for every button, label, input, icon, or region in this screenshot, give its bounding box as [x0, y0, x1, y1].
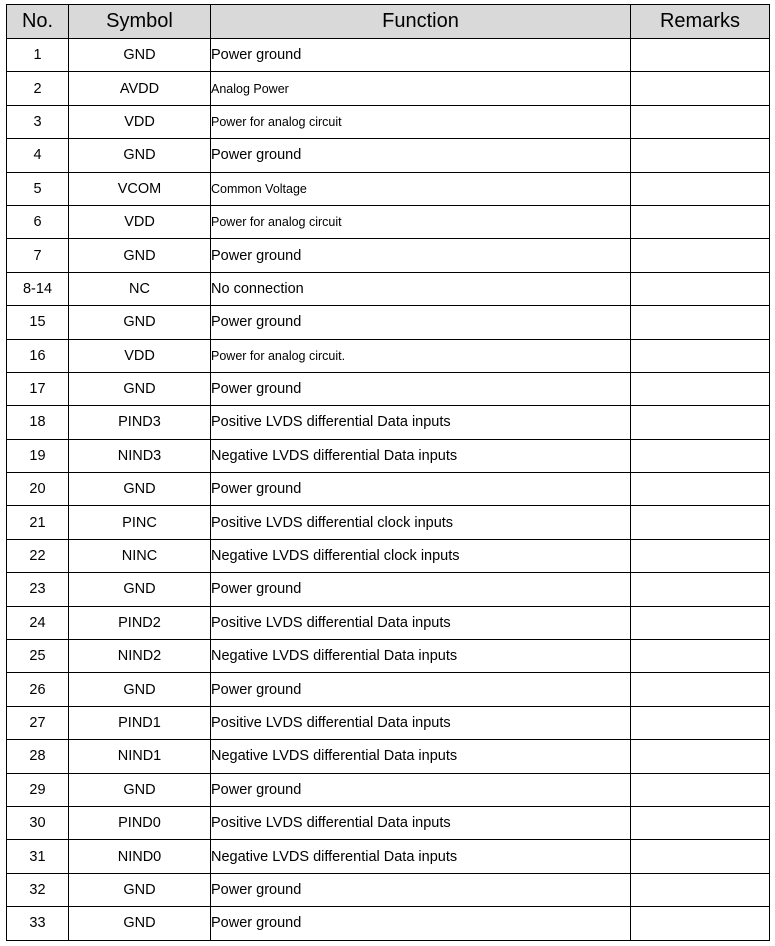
table-row	[7, 39, 770, 72]
cell-pin-number: 26	[7, 673, 69, 706]
cell-pin-number: 32	[7, 873, 69, 906]
cell-symbol: NINC	[69, 539, 211, 572]
table-header	[7, 5, 770, 39]
table-row	[7, 840, 770, 873]
cell-remarks	[631, 339, 770, 372]
table-row	[7, 806, 770, 839]
table-row	[7, 606, 770, 639]
table-body	[7, 39, 770, 941]
table-row	[7, 72, 770, 105]
table-row	[7, 640, 770, 673]
column-header-no: No.	[7, 5, 69, 39]
cell-symbol: NIND3	[69, 439, 211, 472]
table-row	[7, 239, 770, 272]
cell-function: Power for analog circuit.	[211, 339, 631, 372]
cell-function: Power for analog circuit	[211, 105, 631, 138]
cell-function: Negative LVDS differential Data inputs	[211, 840, 631, 873]
table-row	[7, 306, 770, 339]
cell-function: Positive LVDS differential Data inputs	[211, 706, 631, 739]
cell-pin-number: 30	[7, 806, 69, 839]
cell-symbol: PIND3	[69, 406, 211, 439]
cell-symbol: GND	[69, 306, 211, 339]
cell-symbol: VCOM	[69, 172, 211, 205]
table-row	[7, 339, 770, 372]
pin-assignment-table	[6, 4, 770, 941]
table-row	[7, 272, 770, 305]
cell-remarks	[631, 840, 770, 873]
cell-function: Power ground	[211, 306, 631, 339]
cell-remarks	[631, 539, 770, 572]
cell-symbol: GND	[69, 873, 211, 906]
cell-pin-number: 6	[7, 205, 69, 238]
table-row	[7, 439, 770, 472]
cell-function: Positive LVDS differential Data inputs	[211, 406, 631, 439]
cell-symbol: NC	[69, 272, 211, 305]
cell-symbol: GND	[69, 907, 211, 940]
cell-function: Negative LVDS differential Data inputs	[211, 740, 631, 773]
cell-function: Negative LVDS differential Data inputs	[211, 640, 631, 673]
cell-pin-number: 29	[7, 773, 69, 806]
cell-remarks	[631, 172, 770, 205]
cell-remarks	[631, 806, 770, 839]
table-row	[7, 873, 770, 906]
table-row	[7, 573, 770, 606]
table-row	[7, 372, 770, 405]
cell-pin-number: 31	[7, 840, 69, 873]
cell-pin-number: 19	[7, 439, 69, 472]
table-row	[7, 406, 770, 439]
cell-pin-number: 8-14	[7, 272, 69, 305]
cell-remarks	[631, 139, 770, 172]
cell-function: Power ground	[211, 873, 631, 906]
cell-function: Power ground	[211, 139, 631, 172]
cell-pin-number: 3	[7, 105, 69, 138]
cell-remarks	[631, 439, 770, 472]
table-row	[7, 740, 770, 773]
cell-pin-number: 18	[7, 406, 69, 439]
cell-function: Power for analog circuit	[211, 205, 631, 238]
table-header-row	[7, 5, 770, 39]
cell-function: Power ground	[211, 372, 631, 405]
table-row	[7, 139, 770, 172]
cell-remarks	[631, 105, 770, 138]
cell-function: Negative LVDS differential Data inputs	[211, 439, 631, 472]
cell-pin-number: 4	[7, 139, 69, 172]
cell-function: Power ground	[211, 673, 631, 706]
cell-symbol: GND	[69, 239, 211, 272]
cell-pin-number: 25	[7, 640, 69, 673]
cell-remarks	[631, 606, 770, 639]
cell-remarks	[631, 573, 770, 606]
cell-symbol: GND	[69, 673, 211, 706]
cell-symbol: VDD	[69, 105, 211, 138]
cell-remarks	[631, 39, 770, 72]
cell-pin-number: 22	[7, 539, 69, 572]
cell-remarks	[631, 706, 770, 739]
cell-symbol: GND	[69, 573, 211, 606]
cell-symbol: PIND0	[69, 806, 211, 839]
cell-symbol: NIND0	[69, 840, 211, 873]
table-row	[7, 907, 770, 940]
cell-symbol: GND	[69, 372, 211, 405]
cell-pin-number: 7	[7, 239, 69, 272]
cell-function: Common Voltage	[211, 172, 631, 205]
cell-symbol: AVDD	[69, 72, 211, 105]
cell-remarks	[631, 907, 770, 940]
cell-symbol: PINC	[69, 506, 211, 539]
cell-remarks	[631, 239, 770, 272]
cell-symbol: PIND1	[69, 706, 211, 739]
cell-remarks	[631, 473, 770, 506]
cell-remarks	[631, 272, 770, 305]
cell-function: Power ground	[211, 473, 631, 506]
cell-symbol: GND	[69, 139, 211, 172]
cell-remarks	[631, 740, 770, 773]
cell-pin-number: 15	[7, 306, 69, 339]
cell-function: Negative LVDS differential clock inputs	[211, 539, 631, 572]
cell-symbol: NIND2	[69, 640, 211, 673]
cell-remarks	[631, 406, 770, 439]
cell-remarks	[631, 506, 770, 539]
table-row	[7, 473, 770, 506]
cell-remarks	[631, 640, 770, 673]
cell-function: Analog Power	[211, 72, 631, 105]
column-header-symbol: Symbol	[69, 5, 211, 39]
table-row	[7, 105, 770, 138]
cell-symbol: GND	[69, 39, 211, 72]
cell-pin-number: 2	[7, 72, 69, 105]
table-row	[7, 706, 770, 739]
cell-function: Power ground	[211, 39, 631, 72]
cell-remarks	[631, 773, 770, 806]
cell-function: Power ground	[211, 907, 631, 940]
table-row	[7, 539, 770, 572]
cell-function: Power ground	[211, 239, 631, 272]
cell-function: Power ground	[211, 573, 631, 606]
cell-remarks	[631, 372, 770, 405]
cell-pin-number: 33	[7, 907, 69, 940]
cell-pin-number: 1	[7, 39, 69, 72]
cell-function: Positive LVDS differential Data inputs	[211, 806, 631, 839]
cell-symbol: VDD	[69, 205, 211, 238]
cell-pin-number: 16	[7, 339, 69, 372]
column-header-remarks: Remarks	[631, 5, 770, 39]
table-row	[7, 773, 770, 806]
cell-function: Positive LVDS differential Data inputs	[211, 606, 631, 639]
cell-symbol: GND	[69, 773, 211, 806]
cell-symbol: VDD	[69, 339, 211, 372]
cell-pin-number: 17	[7, 372, 69, 405]
cell-function: Positive LVDS differential clock inputs	[211, 506, 631, 539]
cell-pin-number: 21	[7, 506, 69, 539]
cell-remarks	[631, 205, 770, 238]
cell-pin-number: 5	[7, 172, 69, 205]
cell-pin-number: 20	[7, 473, 69, 506]
column-header-function: Function	[211, 5, 631, 39]
cell-symbol: GND	[69, 473, 211, 506]
cell-pin-number: 24	[7, 606, 69, 639]
cell-pin-number: 28	[7, 740, 69, 773]
cell-pin-number: 27	[7, 706, 69, 739]
table-row	[7, 506, 770, 539]
cell-pin-number: 23	[7, 573, 69, 606]
table-row	[7, 673, 770, 706]
cell-remarks	[631, 72, 770, 105]
cell-function: No connection	[211, 272, 631, 305]
cell-symbol: PIND2	[69, 606, 211, 639]
cell-remarks	[631, 673, 770, 706]
table-row	[7, 172, 770, 205]
cell-remarks	[631, 873, 770, 906]
cell-function: Power ground	[211, 773, 631, 806]
cell-remarks	[631, 306, 770, 339]
table-row	[7, 205, 770, 238]
cell-symbol: NIND1	[69, 740, 211, 773]
